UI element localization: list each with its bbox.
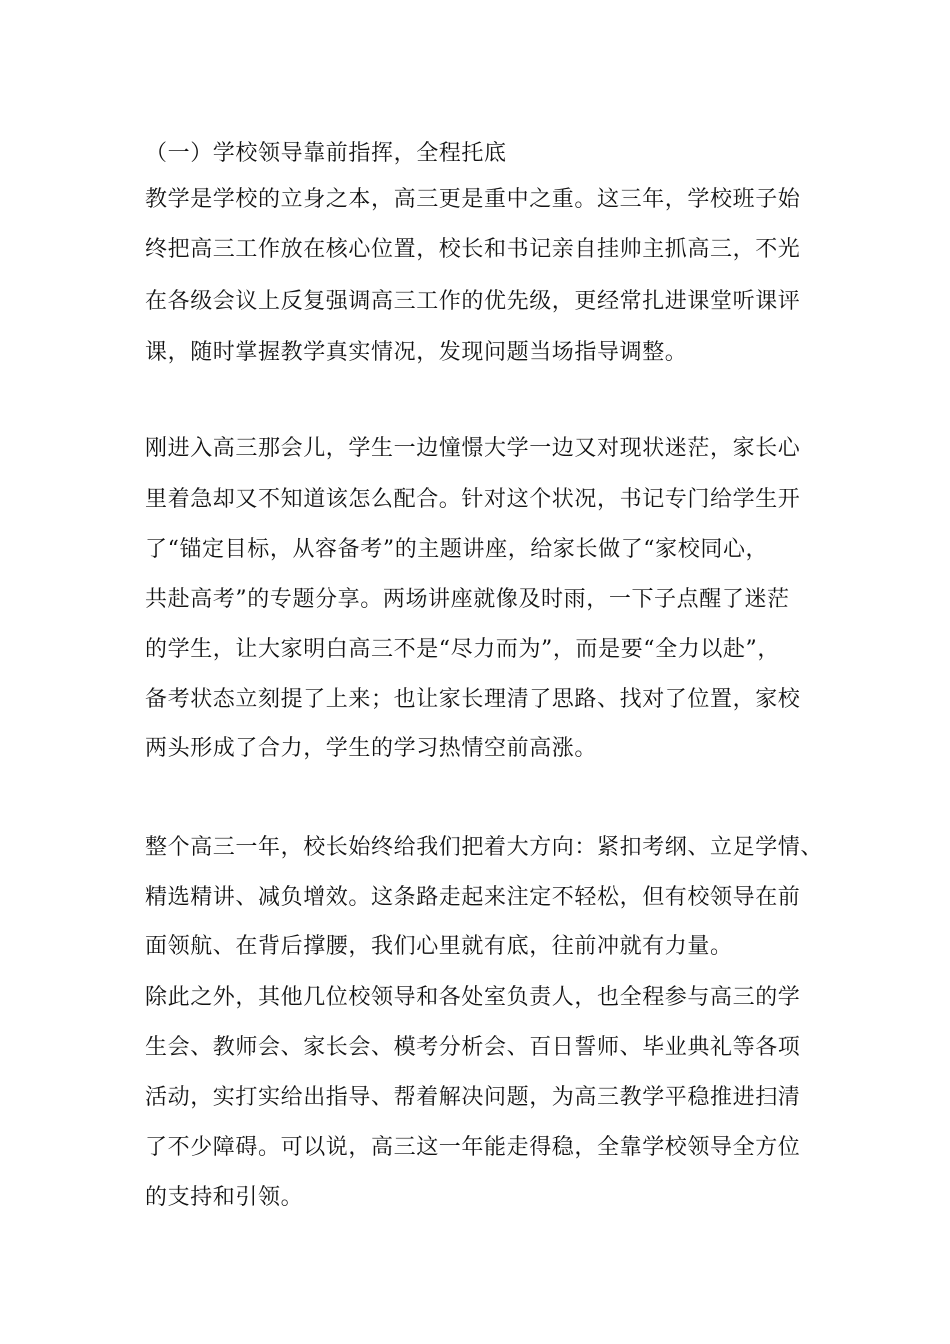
paragraph-line: 备考状态立刻提了上来；也让家长理清了思路、找对了位置，家校 [145, 687, 801, 712]
paragraph-line: 里着急却又不知道该怎么配合。针对这个状况，书记专门给学生开 [145, 487, 801, 512]
paragraph-line: 共赴高考”的专题分享。两场讲座就像及时雨，一下子点醒了迷茫 [145, 587, 790, 612]
paragraph-line: 整个高三一年，校长始终给我们把着大方向：紧扣考纲、立足学情、 [145, 835, 824, 860]
paragraph-line: 的支持和引领。 [145, 1185, 304, 1210]
paragraph-line: 精选精讲、减负增效。这条路走起来注定不轻松，但有校领导在前 [145, 885, 801, 910]
paragraph-line: 了“锚定目标，从容备考”的主题讲座，给家长做了“家校同心， [145, 537, 769, 562]
paragraph-line: 两头形成了合力，学生的学习热情空前高涨。 [145, 736, 598, 761]
paragraph-line: 终把高三工作放在核心位置，校长和书记亲自挂帅主抓高三，不光 [145, 237, 801, 262]
paragraph-line: 刚进入高三那会儿，学生一边憧憬大学一边又对现状迷茫，家长心 [145, 436, 801, 461]
paragraph-line: 活动，实打实给出指导、帮着解决问题，为高三教学平稳推进扫清 [145, 1085, 801, 1110]
paragraph-line: 在各级会议上反复强调高三工作的优先级，更经常扎进课堂听课评 [145, 289, 801, 314]
section-heading: （一）学校领导靠前指挥，全程托底 [145, 141, 507, 166]
paragraph-line: 除此之外，其他几位校领导和各处室负责人，也全程参与高三的学 [145, 985, 801, 1010]
paragraph-line: 的学生，让大家明白高三不是“尽力而为”，而是要“全力以赴”， [145, 637, 780, 662]
paragraph-line: 课，随时掌握教学真实情况，发现问题当场指导调整。 [145, 340, 688, 365]
paragraph-line: 了不少障碍。可以说，高三这一年能走得稳，全靠学校领导全方位 [145, 1135, 801, 1160]
paragraph-line: 教学是学校的立身之本，高三更是重中之重。这三年，学校班子始 [145, 187, 801, 212]
paragraph-line: 生会、教师会、家长会、模考分析会、百日誓师、毕业典礼等各项 [145, 1035, 801, 1060]
paragraph-line: 面领航、在背后撑腰，我们心里就有底，往前冲就有力量。 [145, 934, 733, 959]
